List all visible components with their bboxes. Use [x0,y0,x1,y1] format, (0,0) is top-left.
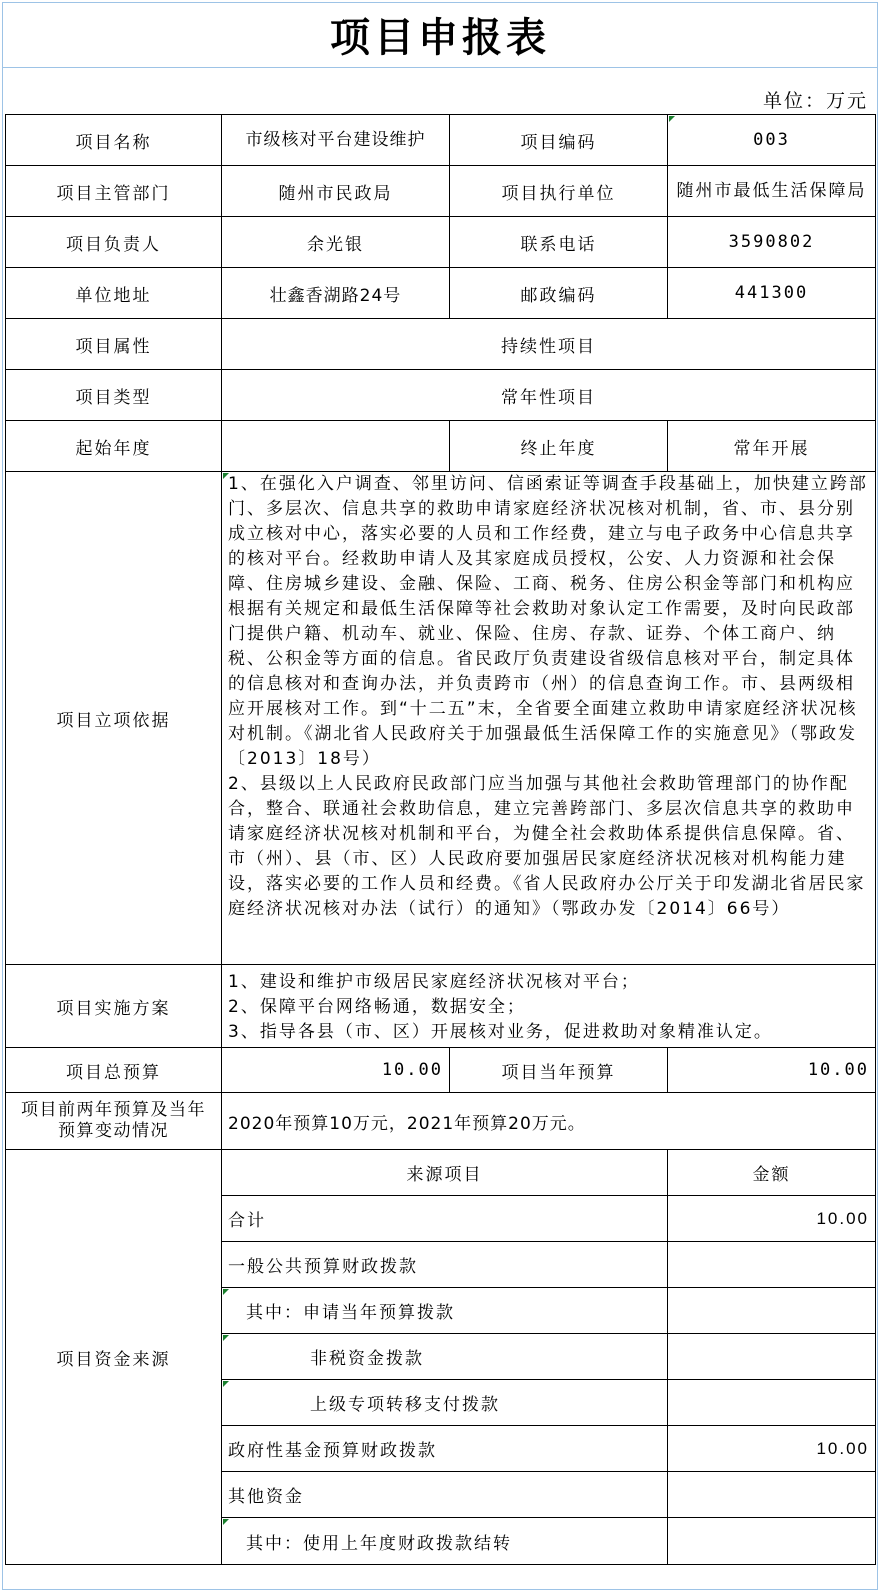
table-row [6,319,876,370]
fund-source-cell[interactable]: 其中：申请当年预算拨款 [222,1288,668,1334]
basis-paragraph-1: 1、在强化入户调查、邻里访问、信函索证等调查手段基础上，加快建立跨部门、多层次、信息共享的救助申请家庭经济状况核对机制，省、市、县分别成立核对中心，落实必要的人员和工作经费，建立与电子政务中心信息共享的核对平台。经救助申请人及其家庭成员授权，公安、人力资源和社会保障、住房城乡建设、金融、保险、工商、税务、住房公积金等部门和机构应根据有关规定和最低生活保障等社会救助对象认定工作需要，及时向民政部门提供户籍、机动车、就业、保险、住房、存款、证券、个体工商户、纳税、公积金等方面的信息。省民政厅负责建设省级信息核对平台，制定具体的信息核对和查询办法，并负责跨市（州）的信息查询工作。市、县两级相应开展核对工作。到“十二五”末，全省要全面建立救助申请家庭经济状况核对机制。《湖北省人民政府关于加强最低生活保障工作的实施意见》（鄂政发〔2013〕18号） [228,474,868,769]
fund-source-cell[interactable]: 上级专项转移支付拨款 [222,1380,668,1426]
table-row [6,1093,876,1150]
start-cell[interactable] [222,421,450,472]
title-cell [2,2,878,68]
table-row [6,472,876,965]
plan-label: 项目实施方案 [6,965,222,1048]
fund-amount-cell[interactable] [668,1288,876,1334]
funds-label: 项目资金来源 [6,1150,222,1565]
leader-label: 项目负责人 [6,217,222,268]
project-code-cell[interactable]: 003 [668,115,876,166]
page-title: 项目申报表 [330,15,550,61]
plan-item: 1、建设和维护市级居民家庭经济状况核对平台； [228,972,640,992]
postcode-cell[interactable]: 441300 [668,268,876,319]
fund-source-cell[interactable]: 政府性基金预算财政拨款 [222,1426,668,1472]
leader-cell[interactable]: 余光银 [222,217,450,268]
prev-budget-cell[interactable]: 2020年预算10万元，2021年预算20万元。 [222,1093,876,1150]
unit-label: 单位：万元 [762,90,868,112]
fund-amount-cell[interactable]: 10.00 [668,1426,876,1472]
table-row [6,166,876,217]
table-row [6,1048,876,1093]
dept-cell[interactable]: 随州市民政局 [222,166,450,217]
year-budget-label: 项目当年预算 [450,1048,668,1093]
postcode-label: 邮政编码 [450,268,668,319]
project-name-label: 项目名称 [6,115,222,166]
end-cell[interactable]: 常年开展 [668,421,876,472]
basis-cell[interactable] [222,472,876,965]
plan-item: 3、指导各县（市、区）开展核对业务，促进救助对象精准认定。 [228,1022,773,1042]
type-cell[interactable]: 常年性项目 [222,370,876,421]
basis-paragraph-2: 2、县级以上人民政府民政部门应当加强与其他社会救助管理部门的协作配合，整合、联通社会救助信息，建立完善跨部门、多层次信息共享的救助申请家庭经济状况核对机制和平台，为健全社会救助体系提供信息保障。省、市（州）、县（市、区）人民政府要加强居民家庭经济状况核对机构能力建设，落实必要的工作人员和经费。《省人民政府办公厅关于印发湖北省居民家庭经济状况核对办法（试行）的通知》（鄂政办发〔2014〕66号） [228,774,866,919]
table-row [6,421,876,472]
phone-cell[interactable]: 3590802 [668,217,876,268]
exec-unit-cell[interactable]: 随州市最低生活保障局 [668,166,876,217]
dept-label: 项目主管部门 [6,166,222,217]
total-budget-label: 项目总预算 [6,1048,222,1093]
year-budget-cell[interactable]: 10.00 [668,1048,876,1093]
exec-unit-label: 项目执行单位 [450,166,668,217]
fund-source-cell[interactable]: 其中：使用上年度财政拨款结转 [222,1518,668,1565]
fund-source-cell[interactable]: 合计 [222,1196,668,1242]
end-label: 终止年度 [450,421,668,472]
fund-amount-cell[interactable] [668,1518,876,1565]
fund-amount-cell[interactable]: 10.00 [668,1196,876,1242]
table-row [6,268,876,319]
attr-cell[interactable]: 持续性项目 [222,319,876,370]
fund-amount-cell[interactable] [668,1242,876,1288]
plan-item: 2、保障平台网络畅通，数据安全； [228,997,526,1017]
table-row [6,1150,876,1196]
phone-label: 联系电话 [450,217,668,268]
table-row [6,965,876,1048]
address-cell[interactable]: 壮鑫香湖路24号 [222,268,450,319]
plan-cell[interactable] [222,965,876,1048]
fund-amount-cell[interactable] [668,1380,876,1426]
table-row [6,115,876,166]
fund-source-cell[interactable]: 一般公共预算财政拨款 [222,1242,668,1288]
basis-label: 项目立项依据 [6,472,222,965]
fund-source-cell[interactable]: 非税资金拨款 [222,1334,668,1380]
prev-budget-label: 项目前两年预算及当年预算变动情况 [6,1093,222,1150]
project-form-table [5,114,876,1565]
table-row [6,370,876,421]
unit-row [2,68,878,115]
project-name-cell[interactable]: 市级核对平台建设维护 [222,115,450,166]
amount-header: 金额 [668,1150,876,1196]
source-header: 来源项目 [222,1150,668,1196]
fund-amount-cell[interactable] [668,1334,876,1380]
fund-amount-cell[interactable] [668,1472,876,1518]
table-row [6,217,876,268]
fund-source-cell[interactable]: 其他资金 [222,1472,668,1518]
address-label: 单位地址 [6,268,222,319]
start-label: 起始年度 [6,421,222,472]
attr-label: 项目属性 [6,319,222,370]
type-label: 项目类型 [6,370,222,421]
total-budget-cell[interactable]: 10.00 [222,1048,450,1093]
project-code-label: 项目编码 [450,115,668,166]
